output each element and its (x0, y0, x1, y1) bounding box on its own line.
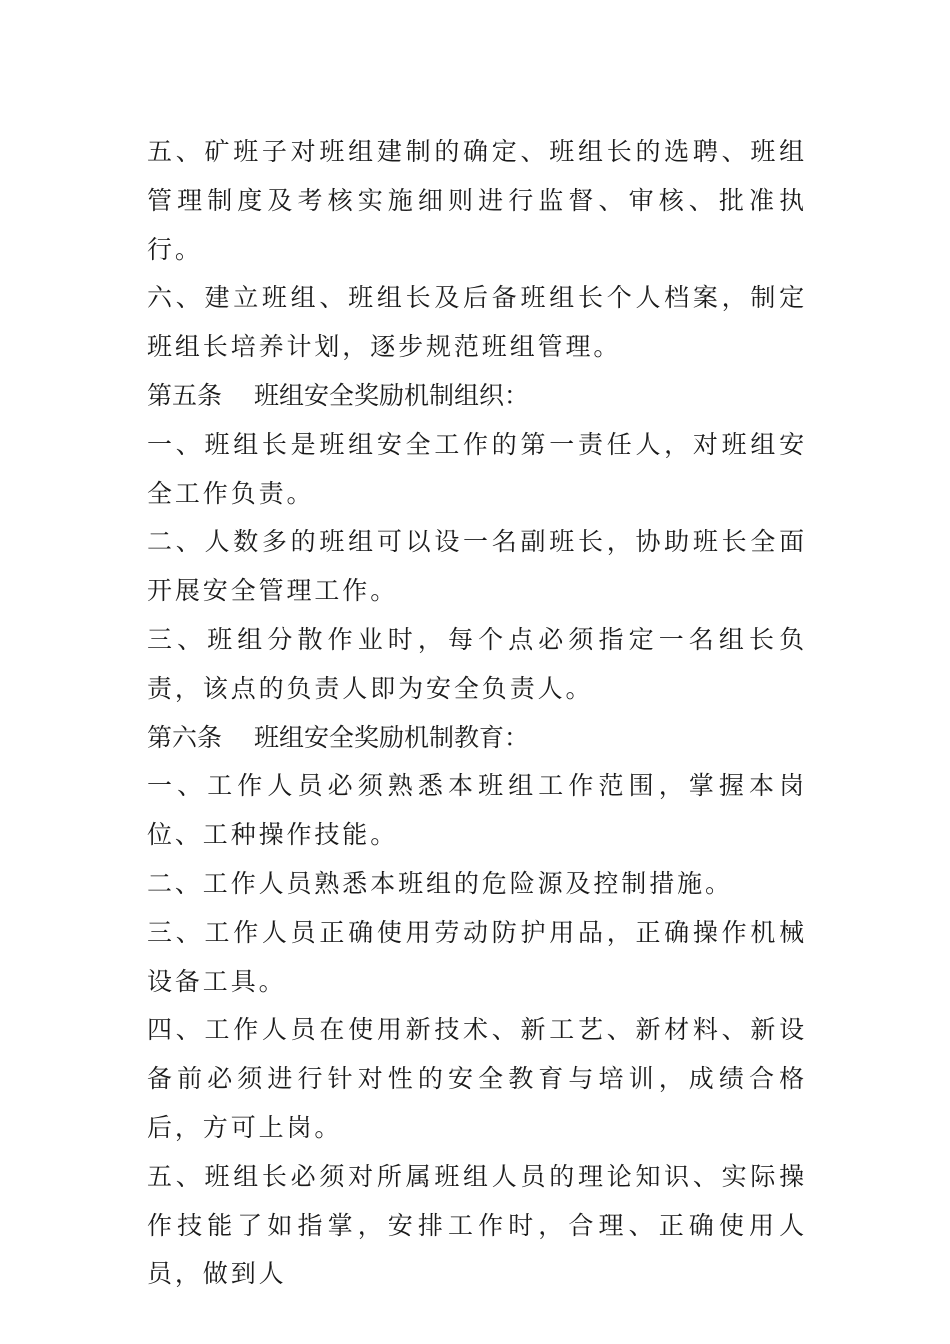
paragraph-art6-1: 一、工作人员必须熟悉本班组工作范围，掌握本岗位、工种操作技能。 (147, 771, 807, 850)
paragraph-6-archives: 六、建立班组、班组长及后备班组长个人档案，制定班组长培养计划，逐步规范班组管理。 (147, 283, 807, 362)
article-5-heading (147, 372, 807, 421)
article-5-number: 第五条 (147, 380, 223, 410)
paragraph-5-oversight: 五、矿班子对班组建制的确定、班组长的选聘、班组管理制度及考核实施细则进行监督、审核、批准执行。 (147, 137, 807, 264)
article-6-title: 班组安全奖励机制教育： (254, 722, 530, 752)
paragraph-art6-4: 四、工作人员在使用新技术、新工艺、新材料、新设备前必须进行针对性的安全教育与培训，成绩合格后，方可上岗。 (147, 1015, 807, 1142)
article-6-number: 第六条 (147, 722, 223, 752)
article-6-heading (147, 714, 807, 763)
document-body (147, 128, 807, 1299)
paragraph-art6-2: 二、工作人员熟悉本班组的危险源及控制措施。 (147, 868, 733, 898)
paragraph-art5-3: 三、班组分散作业时，每个点必须指定一名组长负责，该点的负责人即为安全负责人。 (147, 624, 807, 703)
paragraph-art6-5: 五、班组长必须对所属班组人员的理论知识、实际操作技能了如指掌，安排工作时，合理、正确使用人员，做到人 (147, 1161, 807, 1289)
paragraph-art5-1: 一、班组长是班组安全工作的第一责任人，对班组安全工作负责。 (147, 429, 807, 508)
paragraph-art5-2: 二、人数多的班组可以设一名副班长，协助班长全面开展安全管理工作。 (147, 527, 807, 606)
article-5-title: 班组安全奖励机制组织： (254, 380, 530, 410)
paragraph-art6-3: 三、工作人员正确使用劳动防护用品，正确操作机械设备工具。 (147, 917, 807, 996)
